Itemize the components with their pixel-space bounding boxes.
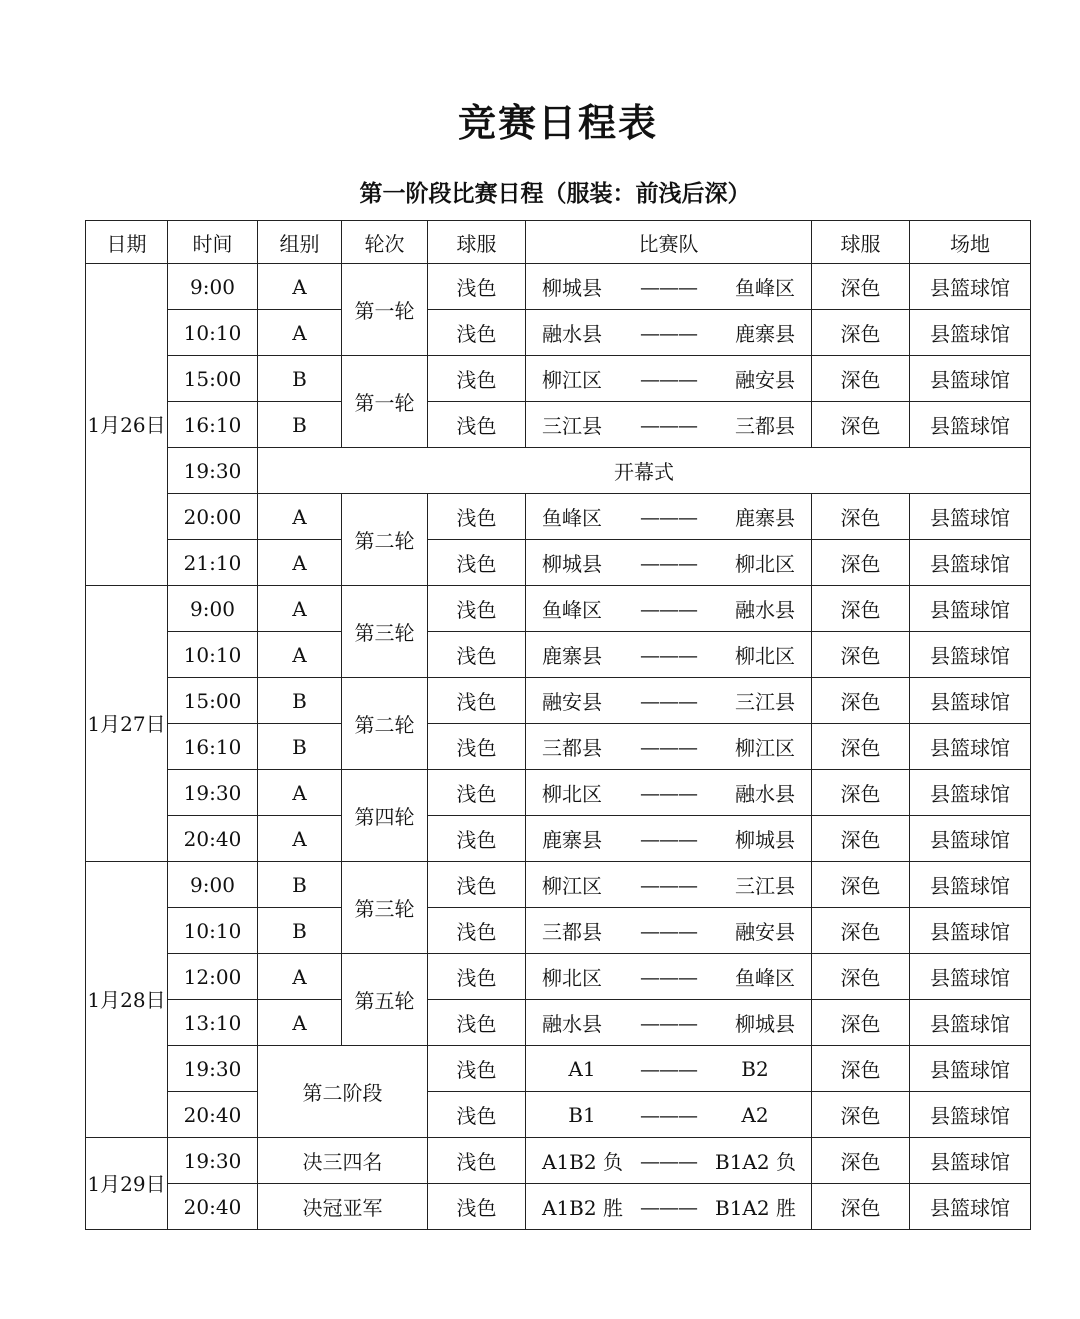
stage-cell: 决三四名 — [258, 1138, 428, 1184]
table-row — [86, 954, 1031, 1000]
team-b: 三江县 — [735, 690, 795, 714]
team-a: 融水县 — [542, 1012, 602, 1036]
home-jersey-cell: 浅色 — [428, 954, 526, 1000]
time-cell: 20:00 — [168, 494, 258, 540]
header-date: 日期 — [86, 221, 168, 264]
team-a: 鹿寨县 — [542, 828, 602, 852]
team-b: 鹿寨县 — [735, 506, 795, 530]
header-group: 组别 — [258, 221, 342, 264]
away-jersey-cell: 深色 — [812, 632, 910, 678]
table-row — [86, 862, 1031, 908]
table-row — [86, 586, 1031, 632]
away-jersey-cell: 深色 — [812, 310, 910, 356]
venue-cell: 县篮球馆 — [910, 1092, 1031, 1138]
group-cell: A — [258, 816, 342, 862]
away-jersey-cell: 深色 — [812, 862, 910, 908]
venue-cell: 县篮球馆 — [910, 1138, 1031, 1184]
versus-dash: ——— — [640, 1056, 697, 1081]
time-cell: 15:00 — [168, 356, 258, 402]
team-b: B1A2 负 — [715, 1150, 796, 1174]
venue-cell: 县篮球馆 — [910, 862, 1031, 908]
stage-cell: 第二阶段 — [258, 1046, 428, 1138]
team-a: 柳城县 — [542, 276, 602, 300]
away-jersey-cell: 深色 — [812, 678, 910, 724]
time-cell: 15:00 — [168, 678, 258, 724]
home-jersey-cell: 浅色 — [428, 1138, 526, 1184]
venue-cell: 县篮球馆 — [910, 678, 1031, 724]
table-row — [86, 494, 1031, 540]
team-b: 柳北区 — [735, 552, 795, 576]
home-jersey-cell: 浅色 — [428, 494, 526, 540]
away-jersey-cell: 深色 — [812, 908, 910, 954]
team-a: 融安县 — [542, 690, 602, 714]
venue-cell: 县篮球馆 — [910, 540, 1031, 586]
time-cell: 20:40 — [168, 816, 258, 862]
versus-dash: ——— — [640, 320, 697, 345]
venue-cell: 县篮球馆 — [910, 310, 1031, 356]
time-cell: 16:10 — [168, 724, 258, 770]
time-cell: 19:30 — [168, 1138, 258, 1184]
versus-dash: ——— — [640, 872, 697, 897]
time-cell: 19:30 — [168, 770, 258, 816]
match-cell — [526, 1184, 812, 1230]
team-a: 三江县 — [542, 414, 602, 438]
round-cell: 第三轮 — [342, 586, 428, 678]
team-a: 柳北区 — [542, 966, 602, 990]
versus-dash: ——— — [640, 1102, 697, 1127]
group-cell: A — [258, 1000, 342, 1046]
time-cell: 10:10 — [168, 908, 258, 954]
match-cell — [526, 1046, 812, 1092]
away-jersey-cell: 深色 — [812, 494, 910, 540]
versus-dash: ——— — [640, 504, 697, 529]
team-a: 三都县 — [542, 920, 602, 944]
page-title: 竞赛日程表 — [457, 100, 658, 145]
versus-dash: ——— — [640, 918, 697, 943]
home-jersey-cell: 浅色 — [428, 724, 526, 770]
group-cell: A — [258, 770, 342, 816]
home-jersey-cell: 浅色 — [428, 1184, 526, 1230]
round-cell: 第四轮 — [342, 770, 428, 862]
time-cell: 20:40 — [168, 1092, 258, 1138]
versus-dash: ——— — [640, 274, 697, 299]
home-jersey-cell: 浅色 — [428, 310, 526, 356]
home-jersey-cell: 浅色 — [428, 816, 526, 862]
table-row — [86, 1000, 1031, 1046]
versus-dash: ——— — [640, 550, 697, 575]
away-jersey-cell: 深色 — [812, 1000, 910, 1046]
venue-cell: 县篮球馆 — [910, 954, 1031, 1000]
venue-cell: 县篮球馆 — [910, 264, 1031, 310]
home-jersey-cell: 浅色 — [428, 402, 526, 448]
date-cell: 1月28日 — [86, 862, 168, 1138]
schedule-table — [85, 220, 1031, 1230]
match-cell — [526, 1138, 812, 1184]
team-a: A1B2 胜 — [542, 1196, 623, 1220]
time-cell: 20:40 — [168, 1184, 258, 1230]
team-a: A1B2 负 — [542, 1150, 623, 1174]
round-cell: 第一轮 — [342, 356, 428, 448]
home-jersey-cell: 浅色 — [428, 586, 526, 632]
match-cell — [526, 494, 812, 540]
match-cell — [526, 862, 812, 908]
header-time: 时间 — [168, 221, 258, 264]
time-cell: 21:10 — [168, 540, 258, 586]
match-cell — [526, 586, 812, 632]
venue-cell: 县篮球馆 — [910, 816, 1031, 862]
group-cell: A — [258, 540, 342, 586]
team-a: A1 — [568, 1056, 596, 1081]
group-cell: A — [258, 264, 342, 310]
versus-dash: ——— — [640, 688, 697, 713]
venue-cell: 县篮球馆 — [910, 1000, 1031, 1046]
stage-cell: 决冠亚军 — [258, 1184, 428, 1230]
venue-cell: 县篮球馆 — [910, 494, 1031, 540]
away-jersey-cell: 深色 — [812, 1184, 910, 1230]
away-jersey-cell: 深色 — [812, 586, 910, 632]
group-cell: A — [258, 494, 342, 540]
versus-dash: ——— — [640, 826, 697, 851]
away-jersey-cell: 深色 — [812, 402, 910, 448]
away-jersey-cell: 深色 — [812, 816, 910, 862]
round-cell: 第三轮 — [342, 862, 428, 954]
table-row — [86, 632, 1031, 678]
time-cell: 9:00 — [168, 862, 258, 908]
table-row — [86, 1184, 1031, 1230]
venue-cell: 县篮球馆 — [910, 1046, 1031, 1092]
time-cell: 10:10 — [168, 310, 258, 356]
header-round: 轮次 — [342, 221, 428, 264]
team-a: 鱼峰区 — [542, 506, 602, 530]
venue-cell: 县篮球馆 — [910, 632, 1031, 678]
time-cell: 10:10 — [168, 632, 258, 678]
versus-dash: ——— — [640, 1148, 697, 1173]
group-cell: B — [258, 356, 342, 402]
team-b: 融安县 — [735, 368, 795, 392]
home-jersey-cell: 浅色 — [428, 1046, 526, 1092]
home-jersey-cell: 浅色 — [428, 632, 526, 678]
home-jersey-cell: 浅色 — [428, 770, 526, 816]
team-b: 鱼峰区 — [735, 966, 795, 990]
away-jersey-cell: 深色 — [812, 540, 910, 586]
match-cell — [526, 908, 812, 954]
team-b: 三江县 — [735, 874, 795, 898]
match-cell — [526, 1000, 812, 1046]
time-cell: 12:00 — [168, 954, 258, 1000]
table-row — [86, 310, 1031, 356]
time-cell: 9:00 — [168, 264, 258, 310]
team-b: 鱼峰区 — [735, 276, 795, 300]
home-jersey-cell: 浅色 — [428, 908, 526, 954]
home-jersey-cell: 浅色 — [428, 1000, 526, 1046]
venue-cell: 县篮球馆 — [910, 908, 1031, 954]
group-cell: B — [258, 862, 342, 908]
team-a: 柳城县 — [542, 552, 602, 576]
table-row — [86, 1092, 1031, 1138]
away-jersey-cell: 深色 — [812, 954, 910, 1000]
time-cell: 13:10 — [168, 1000, 258, 1046]
table-row — [86, 264, 1031, 310]
header-away-jersey: 球服 — [812, 221, 910, 264]
team-b: 柳北区 — [735, 644, 795, 668]
team-b: 三都县 — [735, 414, 795, 438]
group-cell: B — [258, 402, 342, 448]
team-a: 融水县 — [542, 322, 602, 346]
versus-dash: ——— — [640, 964, 697, 989]
round-cell: 第五轮 — [342, 954, 428, 1046]
group-cell: B — [258, 908, 342, 954]
time-cell: 16:10 — [168, 402, 258, 448]
header-home-jersey: 球服 — [428, 221, 526, 264]
group-cell: B — [258, 678, 342, 724]
versus-dash: ——— — [640, 1010, 697, 1035]
away-jersey-cell: 深色 — [812, 1046, 910, 1092]
venue-cell: 县篮球馆 — [910, 402, 1031, 448]
table-row — [86, 402, 1031, 448]
match-cell — [526, 770, 812, 816]
group-cell: A — [258, 310, 342, 356]
versus-dash: ——— — [640, 366, 697, 391]
team-a: 柳江区 — [542, 874, 602, 898]
away-jersey-cell: 深色 — [812, 770, 910, 816]
versus-dash: ——— — [640, 780, 697, 805]
team-b: 融水县 — [735, 782, 795, 806]
group-cell: A — [258, 586, 342, 632]
home-jersey-cell: 浅色 — [428, 540, 526, 586]
team-b: 柳城县 — [735, 1012, 795, 1036]
versus-dash: ——— — [640, 734, 697, 759]
match-cell — [526, 402, 812, 448]
home-jersey-cell: 浅色 — [428, 862, 526, 908]
team-a: 鱼峰区 — [542, 598, 602, 622]
home-jersey-cell: 浅色 — [428, 264, 526, 310]
table-row — [86, 678, 1031, 724]
match-cell — [526, 1092, 812, 1138]
away-jersey-cell: 深色 — [812, 356, 910, 402]
away-jersey-cell: 深色 — [812, 1092, 910, 1138]
table-row — [86, 540, 1031, 586]
home-jersey-cell: 浅色 — [428, 356, 526, 402]
versus-dash: ——— — [640, 412, 697, 437]
table-row — [86, 1138, 1031, 1184]
home-jersey-cell: 浅色 — [428, 678, 526, 724]
away-jersey-cell: 深色 — [812, 1138, 910, 1184]
team-a: 柳江区 — [542, 368, 602, 392]
header-row — [86, 221, 1031, 264]
versus-dash: ——— — [640, 596, 697, 621]
match-cell — [526, 356, 812, 402]
venue-cell: 县篮球馆 — [910, 586, 1031, 632]
table-row — [86, 1046, 1031, 1092]
team-b: B2 — [741, 1056, 769, 1081]
versus-dash: ——— — [640, 1194, 697, 1219]
match-cell — [526, 310, 812, 356]
away-jersey-cell: 深色 — [812, 724, 910, 770]
table-row — [86, 816, 1031, 862]
team-a: 三都县 — [542, 736, 602, 760]
table-row — [86, 356, 1031, 402]
round-cell: 第一轮 — [342, 264, 428, 356]
group-cell: A — [258, 954, 342, 1000]
header-venue: 场地 — [910, 221, 1031, 264]
round-cell: 第二轮 — [342, 494, 428, 586]
table-row — [86, 448, 1031, 494]
date-cell: 1月26日 — [86, 264, 168, 586]
table-row — [86, 908, 1031, 954]
match-cell — [526, 678, 812, 724]
team-b: 柳城县 — [735, 828, 795, 852]
team-b: 融水县 — [735, 598, 795, 622]
team-b: 柳江区 — [735, 736, 795, 760]
match-cell — [526, 724, 812, 770]
venue-cell: 县篮球馆 — [910, 724, 1031, 770]
match-cell — [526, 816, 812, 862]
team-a: B1 — [568, 1102, 596, 1127]
team-b: 鹿寨县 — [735, 322, 795, 346]
team-b: B1A2 胜 — [715, 1196, 796, 1220]
page-subtitle: 第一阶段比赛日程（服装：前浅后深） — [359, 180, 751, 207]
opening-ceremony-cell: 开幕式 — [258, 448, 1031, 494]
team-b: A2 — [741, 1102, 769, 1127]
match-cell — [526, 954, 812, 1000]
date-cell: 1月27日 — [86, 586, 168, 862]
team-a: 柳北区 — [542, 782, 602, 806]
table-row — [86, 724, 1031, 770]
time-cell: 19:30 — [168, 1046, 258, 1092]
versus-dash: ——— — [640, 642, 697, 667]
date-cell: 1月29日 — [86, 1138, 168, 1230]
home-jersey-cell: 浅色 — [428, 1092, 526, 1138]
group-cell: A — [258, 632, 342, 678]
match-cell — [526, 632, 812, 678]
team-a: 鹿寨县 — [542, 644, 602, 668]
time-cell: 19:30 — [168, 448, 258, 494]
match-cell — [526, 264, 812, 310]
team-b: 融安县 — [735, 920, 795, 944]
round-cell: 第二轮 — [342, 678, 428, 770]
venue-cell: 县篮球馆 — [910, 356, 1031, 402]
table-row — [86, 770, 1031, 816]
match-cell — [526, 540, 812, 586]
time-cell: 9:00 — [168, 586, 258, 632]
header-teams: 比赛队 — [526, 221, 812, 264]
venue-cell: 县篮球馆 — [910, 770, 1031, 816]
venue-cell: 县篮球馆 — [910, 1184, 1031, 1230]
away-jersey-cell: 深色 — [812, 264, 910, 310]
group-cell: B — [258, 724, 342, 770]
